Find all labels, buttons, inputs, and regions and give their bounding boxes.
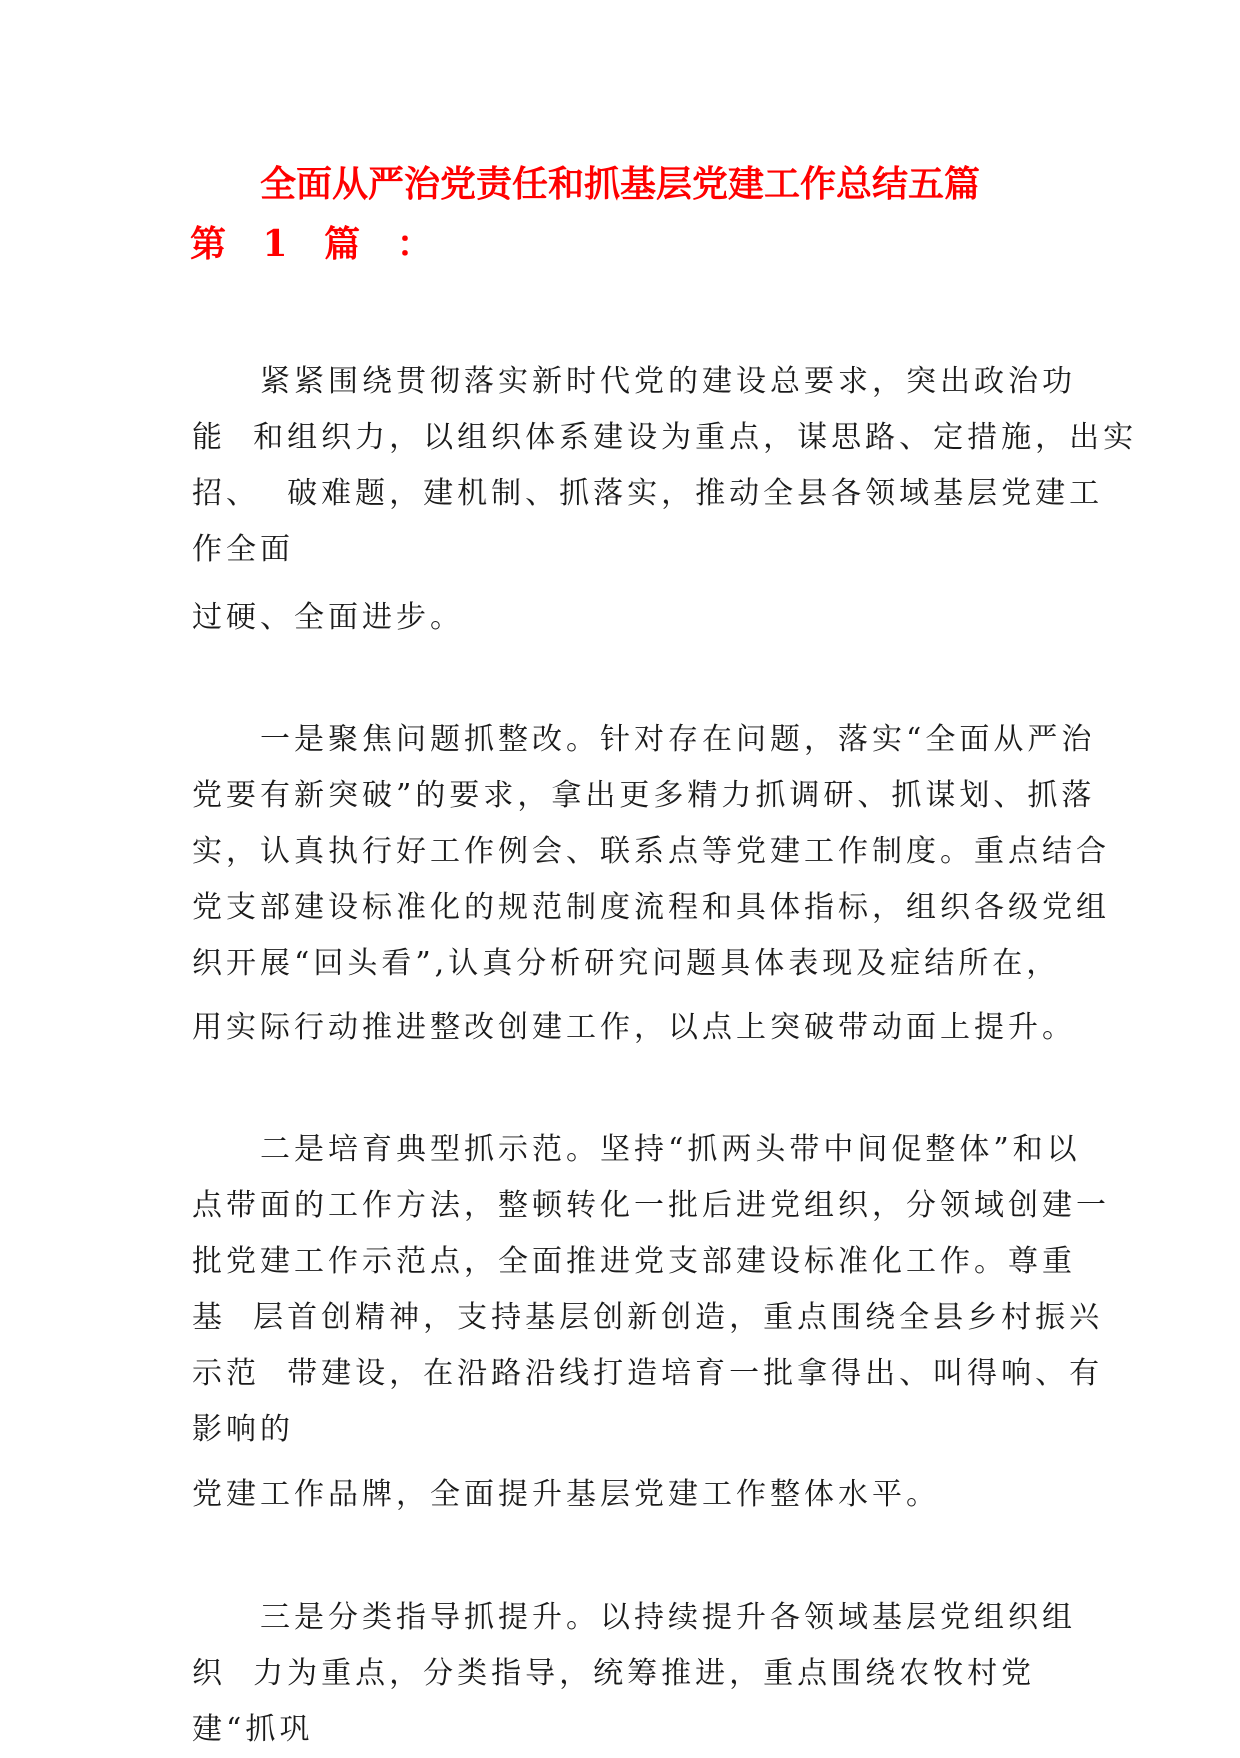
paragraph-line: 织 力为重点，分类指导，统筹推进，重点围绕农牧村党 xyxy=(192,1656,1036,1691)
paragraph-line: 织开展“回头看”,认真分析研究问题具体表现及症结所在， xyxy=(192,946,1061,981)
paragraph-line: 三是分类指导抓提升。以持续提升各领域基层党组织组 xyxy=(192,1600,1076,1635)
paragraph-line: 影响的 xyxy=(192,1412,294,1447)
paragraph-line: 过硬、全面进步。 xyxy=(192,600,464,635)
paragraph-line: 一是聚焦问题抓整改。针对存在问题，落实“全面从严治 xyxy=(192,722,1096,757)
paragraph-line: 示范 带建设，在沿路沿线打造培育一批拿得出、叫得响、有 xyxy=(192,1356,1104,1391)
paragraph-line: 批党建工作示范点，全面推进党支部建设标准化工作。尊重 xyxy=(192,1244,1076,1279)
paragraph-line: 用实际行动推进整改创建工作，以点上突破带动面上提升。 xyxy=(192,1010,1076,1045)
paragraph-line: 建“抓巩 xyxy=(192,1712,314,1747)
paragraph-line: 党要有新突破”的要求，拿出更多精力抓调研、抓谋划、抓落 xyxy=(192,778,1096,813)
document-title: 全面从严治党责任和抓基层党建工作总结五篇 xyxy=(259,163,980,205)
paragraph-1-continuation xyxy=(192,590,1072,646)
paragraph-line: 党建工作品牌，全面提升基层党建工作整体水平。 xyxy=(192,1477,940,1512)
paragraph-line: 基 层首创精神，支持基层创新创造，重点围绕全县乡村振兴 xyxy=(192,1300,1104,1335)
paragraph-3-continuation xyxy=(192,1467,1072,1523)
paragraph-1 xyxy=(192,354,1138,578)
paragraph-line: 紧紧围绕贯彻落实新时代党的建设总要求，突出政治功 xyxy=(192,364,1076,399)
paragraph-line: 二是培育典型抓示范。坚持“抓两头带中间促整体”和以 xyxy=(192,1132,1081,1167)
paragraph-line: 作全面 xyxy=(192,532,294,567)
paragraph-line: 党支部建设标准化的规范制度流程和具体指标，组织各级党组 xyxy=(192,890,1110,925)
chapter-heading: 第 1 篇 ： xyxy=(190,223,445,265)
paragraph-line: 实，认真执行好工作例会、联系点等党建工作制度。重点结合 xyxy=(192,834,1110,869)
paragraph-2-continuation xyxy=(192,1000,1076,1056)
paragraph-4 xyxy=(192,1590,1076,1758)
paragraph-3 xyxy=(192,1122,1110,1458)
paragraph-line: 能 和组织力，以组织体系建设为重点，谋思路、定措施，出实 xyxy=(192,420,1138,455)
paragraph-line: 点带面的工作方法，整顿转化一批后进党组织，分领域创建一 xyxy=(192,1188,1110,1223)
paragraph-line: 招、 破难题，建机制、抓落实，推动全县各领域基层党建工 xyxy=(192,476,1104,511)
paragraph-2 xyxy=(192,712,1110,992)
